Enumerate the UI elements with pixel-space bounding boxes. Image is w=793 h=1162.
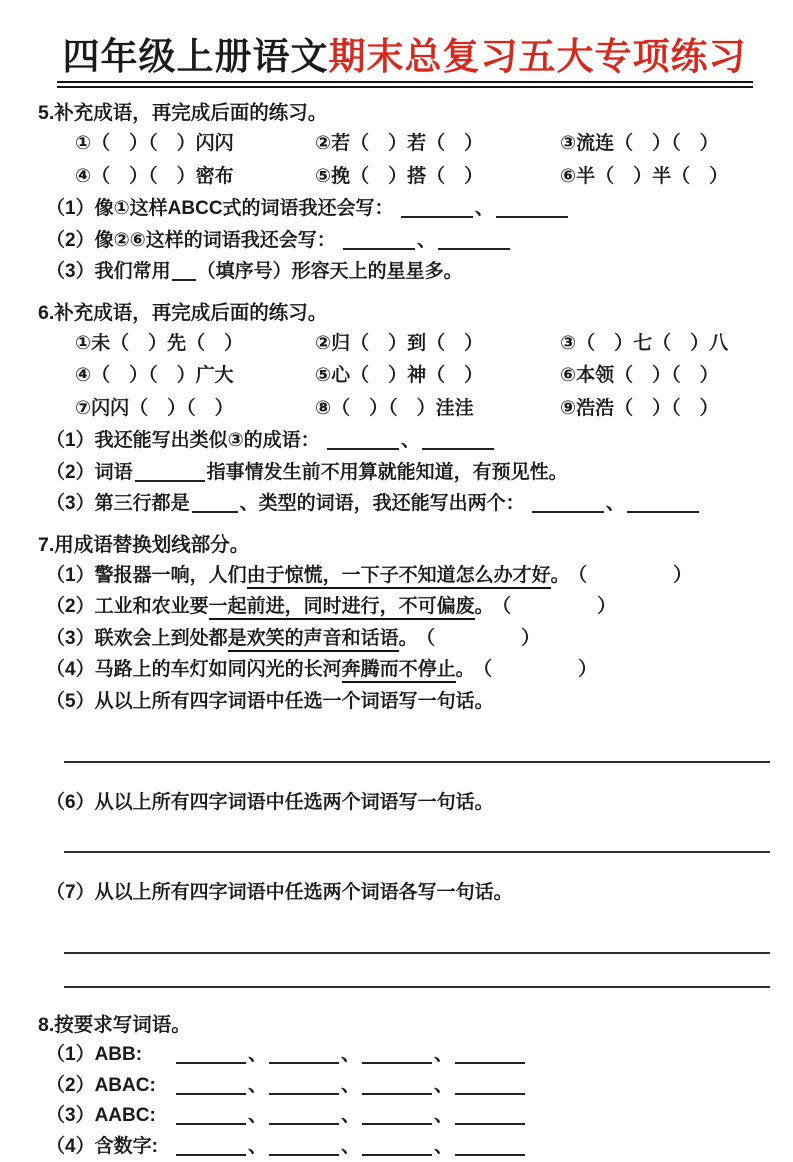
fill-blank	[455, 1043, 525, 1064]
section8-row	[38, 1040, 771, 1071]
fill-blank	[455, 1074, 525, 1095]
question-text: （填序号）形容天上的星星多。	[196, 261, 463, 283]
section5-q2	[38, 225, 771, 257]
idiom-row	[75, 360, 771, 393]
idiom-cell: ②若（ ）若（ ）	[315, 133, 484, 155]
paren-open: （	[482, 659, 493, 681]
section7-q1	[38, 560, 771, 592]
fill-blank	[327, 429, 399, 450]
idiom-row	[75, 393, 771, 426]
enum-comma: 、	[434, 1044, 454, 1066]
section7-q4	[38, 654, 771, 686]
question-text: （2）像②⑥这样的词语我还会写：	[46, 229, 336, 251]
question-text: （1）像①这样ABCC式的词语我还会写：	[46, 198, 394, 220]
section7-q5: （5）从以上所有四字词语中任选一个词语写一句话。	[46, 690, 494, 712]
enum-comma: 、	[434, 1074, 454, 1096]
idiom-cell: ④（ ）（ ）广大	[75, 365, 234, 387]
idiom-cell: ①未（ ）先（ ）	[75, 332, 244, 354]
word-type-label: （1）ABB:	[46, 1044, 143, 1066]
fill-blank	[176, 1104, 246, 1125]
section6-idiom-grid	[38, 328, 771, 426]
question-text: （2）词语	[46, 461, 133, 483]
section8-row	[38, 1071, 771, 1102]
enum-comma: 、	[341, 1135, 361, 1157]
idiom-cell: ④（ ）（ ）密布	[75, 165, 234, 187]
fill-blank	[438, 229, 510, 250]
fill-blank	[362, 1104, 432, 1125]
fill-blank	[627, 492, 699, 513]
answer-paren	[578, 565, 693, 586]
spacer	[38, 819, 771, 851]
spacer	[38, 954, 771, 986]
section7-q3	[38, 623, 771, 655]
section8-row	[38, 1132, 771, 1162]
section5-q3	[38, 256, 771, 288]
section5-heading: 5.补充成语，再完成后面的练习。	[38, 102, 328, 125]
fill-blank	[422, 429, 494, 450]
page-title-red: 期末总复习五大专项练习	[328, 36, 747, 77]
paren-close: ）	[673, 564, 693, 586]
fill-blank	[269, 1104, 339, 1125]
fill-blank	[172, 260, 196, 281]
paren-open: （	[425, 627, 436, 649]
fill-blank	[362, 1043, 432, 1064]
paren-close: ）	[521, 627, 541, 649]
idiom-cell: ①（ ）（ ）闪闪	[75, 133, 234, 155]
question-text: （3）第三行都是	[46, 493, 190, 515]
word-blanks	[174, 1071, 771, 1102]
idiom-cell: ⑦闪闪（ ）（ ）	[75, 397, 234, 419]
word-type-label: （4）含数字:	[46, 1135, 158, 1157]
section7-heading: 7.用成语替换划线部分。	[38, 533, 250, 556]
underlined-phrase: 是欢笑的声音和话语	[228, 628, 399, 652]
enum-comma: 、	[341, 1074, 361, 1096]
sentence-text: 。	[550, 564, 570, 586]
page-title-black: 四年级上册语文	[62, 36, 329, 77]
section8-row	[38, 1101, 771, 1132]
question-text: （1）我还能写出类似③的成语：	[46, 430, 320, 452]
idiom-cell: ⑤挽（ ）搭（ ）	[315, 165, 484, 187]
spacer	[38, 717, 771, 761]
word-blanks	[174, 1040, 771, 1071]
section5-q1	[38, 193, 771, 225]
word-type-label: （2）ABAC:	[46, 1074, 156, 1096]
idiom-cell: ⑧（ ）（ ）洼洼	[315, 397, 474, 419]
underlined-phrase: 一起前进，同时进行，不可偏废	[209, 596, 475, 620]
underlined-phrase: 由于惊慌，一下子不知道怎么办才好	[247, 565, 551, 589]
section8-heading: 8.按要求写词语。	[38, 1014, 191, 1037]
fill-blank	[269, 1074, 339, 1095]
sentence-text: 。	[474, 596, 494, 618]
enum-comma: 、	[248, 1135, 268, 1157]
enum-comma: 、	[248, 1105, 268, 1127]
question-text: 、类型的词语，我还能写出两个：	[239, 493, 525, 515]
enum-comma: 、	[341, 1044, 361, 1066]
spacer	[38, 763, 771, 787]
fill-blank	[176, 1074, 246, 1095]
enum-comma: 、	[341, 1105, 361, 1127]
idiom-cell: ③流连（ ）（ ）	[560, 133, 719, 155]
underlined-phrase: 奔腾而不停止	[342, 659, 456, 683]
fill-blank	[455, 1104, 525, 1125]
section6-heading: 6.补充成语，再完成后面的练习。	[38, 301, 328, 324]
section7-q2	[38, 591, 771, 623]
question-text: （3）我们常用	[46, 261, 171, 283]
fill-blank	[455, 1135, 525, 1156]
idiom-cell: ⑤心（ ）神（ ）	[315, 365, 484, 387]
fill-blank	[176, 1135, 246, 1156]
section5-idiom-grid	[38, 128, 771, 193]
enum-comma: 、	[248, 1044, 268, 1066]
word-blanks	[174, 1101, 771, 1132]
paren-open: （	[577, 564, 588, 586]
paren-open: （	[501, 596, 512, 618]
spacer	[38, 908, 771, 952]
answer-paren	[426, 628, 541, 649]
answer-paren	[483, 659, 598, 680]
section6-q2	[38, 457, 771, 489]
enum-comma: 、	[417, 229, 437, 251]
idiom-row	[75, 128, 771, 161]
fill-blank	[362, 1135, 432, 1156]
enum-comma: 、	[434, 1105, 454, 1127]
idiom-cell: ③（ ）七（ ）八	[560, 332, 729, 354]
page-title-wrap	[38, 0, 771, 88]
fill-blank	[401, 197, 473, 218]
enum-comma: 、	[434, 1135, 454, 1157]
sentence-text: 。	[398, 627, 418, 649]
section6-q3	[38, 488, 771, 520]
sentence-text: （3）联欢会上到处都	[46, 627, 228, 649]
idiom-cell: ⑥本领（ ）（ ）	[560, 365, 719, 387]
page-title	[57, 36, 753, 88]
question-text: 指事情发生前不用算就能知道，有预见性。	[206, 461, 568, 483]
paren-close: ）	[597, 596, 617, 618]
sentence-text: （1）警报器一响，人们	[46, 564, 247, 586]
spacer	[38, 853, 771, 877]
section6-q1	[38, 425, 771, 457]
enum-comma: 、	[605, 493, 625, 515]
answer-paren	[502, 596, 617, 617]
fill-blank	[269, 1043, 339, 1064]
idiom-cell: ②归（ ）到（ ）	[315, 332, 484, 354]
idiom-cell: ⑨浩浩（ ）（ ）	[560, 397, 719, 419]
fill-blank	[532, 492, 604, 513]
section7-q6: （6）从以上所有四字词语中任选两个词语写一句话。	[46, 792, 494, 814]
word-type-label: （3）AABC:	[46, 1105, 156, 1127]
sentence-text: （2）工业和农业要	[46, 596, 209, 618]
sentence-text: （4）马路上的车灯如同闪光的长河	[46, 659, 342, 681]
sentence-text: 。	[455, 659, 475, 681]
fill-blank	[135, 461, 205, 482]
idiom-row	[75, 161, 771, 194]
enum-comma: 、	[474, 198, 494, 220]
word-blanks	[174, 1132, 771, 1162]
enum-comma: 、	[248, 1074, 268, 1096]
section7-q7: （7）从以上所有四字词语中任选两个词语各写一句话。	[46, 881, 513, 903]
idiom-cell: ⑥半（ ）半（ ）	[560, 165, 729, 187]
writing-line	[64, 986, 770, 988]
enum-comma: 、	[400, 430, 420, 452]
fill-blank	[176, 1043, 246, 1064]
fill-blank	[362, 1074, 432, 1095]
idiom-row	[75, 328, 771, 361]
fill-blank	[192, 492, 238, 513]
fill-blank	[496, 197, 568, 218]
paren-close: ）	[578, 659, 598, 681]
fill-blank	[343, 229, 415, 250]
fill-blank	[269, 1135, 339, 1156]
